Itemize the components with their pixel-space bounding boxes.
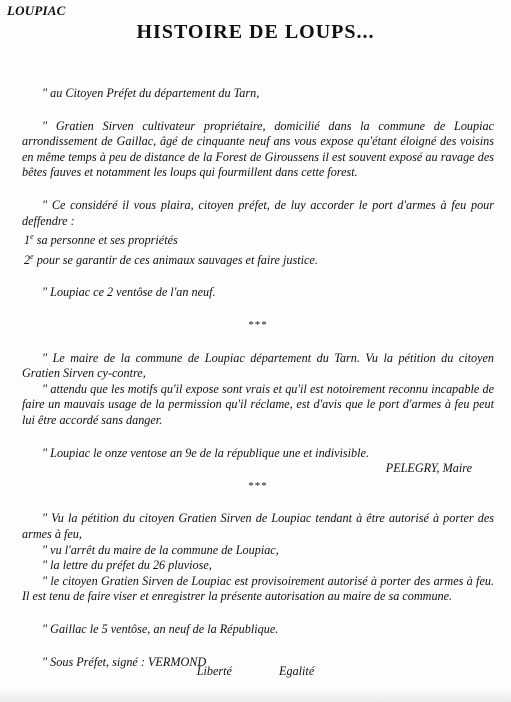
request-item-2 [22,249,494,269]
authorization-date: " Gaillac le 5 ventôse, an neuf de la République. [42,621,279,636]
mayor-opinion-intro: " Le maire de la commune de Loupiac département du Tarn. Vu la pétition du citoyen Gratien Sirven cy-contre, [22,350,494,381]
page-title: HISTOIRE DE LOUPS... [136,21,375,43]
subprefect-signature: " Sous Préfet, signé : VERMOND [42,654,207,669]
mayor-opinion-text: " attendu que les motifs qu'il expose sont vrais et qu'il est notoirement reconnu incapable de faire un mauvais usage de la permission qu'il réclame, est d'avis que le port d'armes à feu peut lui être accordé sans danger. [22,381,494,428]
request-paragraph: " Ce considéré il vous plaira, citoyen préfet, de luy accorder le port d'armes à feu pour deffendre : [22,197,494,228]
section-separator: *** [248,319,268,332]
request-item-1 [22,229,494,249]
request-item-1-number: 1 [24,233,31,248]
mayor-opinion-date: " Loupiac le onze ventose an 9e de la république une et indivisible. [42,445,369,460]
request-item-2-ordinal: e [30,251,34,261]
request-block [22,198,494,269]
motto-egalite: Egalité [279,664,315,678]
document-body [22,86,494,687]
authorization-reference-2: " la lettre du préfet du 26 pluviose, [42,558,212,573]
authorization-reference-1: " vu l'arrêt du maire de la commune de Loupiac, [42,542,279,557]
authorization-intro: " Vu la pétition du citoyen Gratien Sirven de Loupiac tendant à être autorisé à porter des armes à feu, [22,511,494,541]
mayor-signature-block [22,446,494,477]
mayor-signature: PELEGRY, Maire [385,461,472,476]
request-item-2-text: pour se garantir de ces animaux sauvages et faire justice. [33,252,318,267]
request-item-2-number: 2 [24,252,31,267]
request-item-1-ordinal: e [30,232,34,242]
request-item-1-text: sa personne et ses propriétés [33,233,178,248]
authorization-decision: " le citoyen Gratien Sirven de Loupiac est provisoirement autorisé à porter des armes à feu. Il est tenu de faire viser et enregistrer la présente autorisation au maire de sa commune. [22,573,494,604]
petition-paragraph: " Gratien Sirven cultivateur propriétaire, domicilié dans la commune de Loupiac arrondissement de Gaillac, âgé de cinquante neuf ans vous expose qu'étant éloigné des voisins en même temps à peu de distance de la Forest de Giroussens il est souvent exposé au ravage des bêtes fauves et notamment les loups qui fourmillent dans cette forest. [22,118,494,180]
page-edge-shadow [0,688,511,702]
section-separator: *** [248,479,268,492]
place-heading: LOUPIAC [7,3,66,18]
petition-date: " Loupiac ce 2 ventôse de l'an neuf. [42,285,216,300]
address-line: " au Citoyen Préfet du département du Tarn, [42,86,260,100]
mayor-opinion-block [22,351,494,429]
motto-footer [0,664,511,679]
motto-liberte: Liberté [196,664,232,678]
authorization-block [22,511,494,605]
